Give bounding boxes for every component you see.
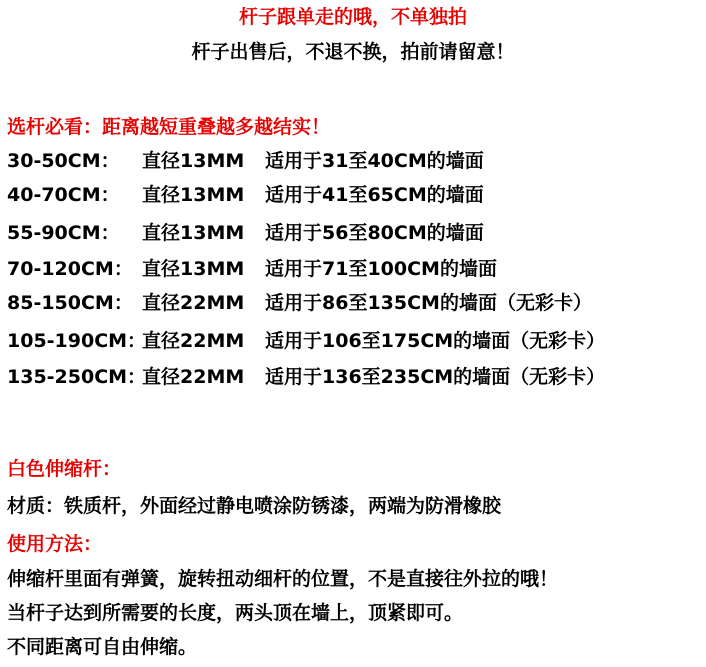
spec-fit: 适用于136至235CM的墙面（无彩卡） [265, 366, 606, 388]
product-heading: 白色伸缩杆： [7, 458, 122, 480]
spec-range: 55-90CM： [7, 222, 120, 244]
spec-diameter: 直径13MM [142, 184, 245, 206]
spec-row [7, 365, 605, 389]
usage-line: 当杆子达到所需要的长度，两头顶在墙上，顶紧即可。 [7, 602, 464, 624]
spec-row [7, 257, 497, 281]
spec-range: 40-70CM： [7, 184, 120, 206]
spec-diameter: 直径13MM [142, 150, 245, 172]
spec-row [7, 221, 484, 245]
spec-diameter: 直径13MM [142, 258, 245, 280]
spec-range: 70-120CM： [7, 258, 133, 280]
spec-diameter: 直径22MM [142, 330, 245, 352]
spec-row [7, 183, 484, 207]
spec-diameter: 直径22MM [142, 292, 245, 314]
spec-fit: 适用于86至135CM的墙面（无彩卡） [265, 292, 592, 314]
spec-row [7, 329, 605, 353]
spec-diameter: 直径22MM [142, 366, 245, 388]
spec-fit: 适用于106至175CM的墙面（无彩卡） [265, 330, 606, 352]
spec-fit: 适用于31至40CM的墙面 [265, 150, 484, 172]
usage-line: 不同距离可自由伸缩。 [7, 636, 198, 658]
notice-line-1: 杆子跟单走的哦，不单独拍 [238, 6, 467, 28]
spec-fit: 适用于56至80CM的墙面 [265, 222, 484, 244]
spec-row [7, 291, 592, 315]
usage-heading: 使用方法： [7, 533, 103, 555]
spec-fit: 适用于41至65CM的墙面 [265, 184, 484, 206]
spec-row [7, 149, 484, 173]
spec-fit: 适用于71至100CM的墙面 [265, 258, 497, 280]
spec-diameter: 直径13MM [142, 222, 245, 244]
material-description: 材质：铁质杆，外面经过静电喷涂防锈漆，两端为防滑橡胶 [7, 495, 502, 517]
spec-range: 85-150CM： [7, 292, 133, 314]
spec-range: 105-190CM： [7, 330, 147, 352]
spec-range: 135-250CM： [7, 366, 147, 388]
notice-line-2: 杆子出售后，不退不换，拍前请留意！ [191, 41, 515, 63]
spec-range: 30-50CM： [7, 150, 120, 172]
selection-heading: 选杆必看：距离越短重叠越多越结实！ [7, 116, 331, 138]
usage-line: 伸缩杆里面有弹簧，旋转扭动细杆的位置，不是直接往外拉的哦！ [7, 568, 559, 590]
